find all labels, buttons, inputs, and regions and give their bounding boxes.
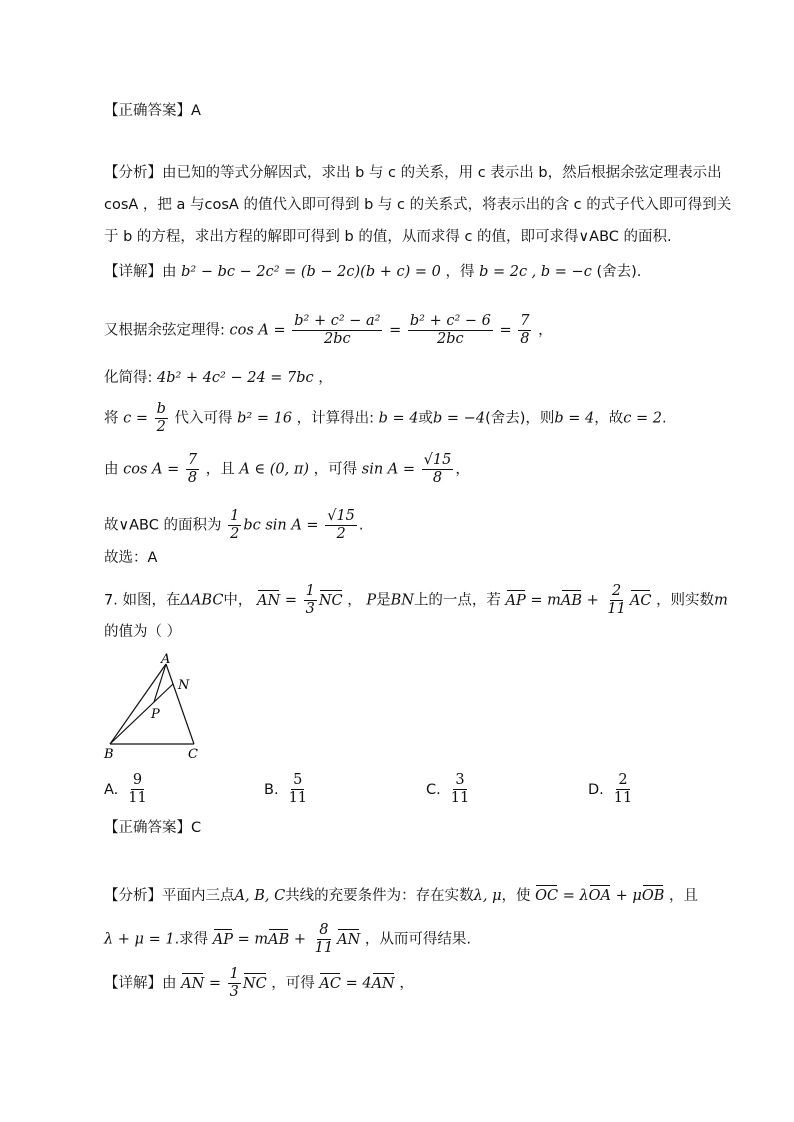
fraction: $\frac{3}{11}$ xyxy=(450,772,470,806)
vector: AC xyxy=(319,975,341,992)
math: A ∈ (0, π) xyxy=(239,461,310,478)
math: + xyxy=(586,592,599,609)
edge-ab xyxy=(110,664,166,744)
detail-1-line-4 xyxy=(104,401,667,436)
math: = xyxy=(284,592,297,609)
triangle-figure xyxy=(100,652,210,762)
math: b = 4 xyxy=(378,410,419,427)
text: 是 xyxy=(376,592,391,609)
detail-1-line-3 xyxy=(104,368,333,388)
detail-1-line-2: 又根据余弦定理得: cos A = $\frac{\text{b² + c² − a²}}{2bc}$ = $\frac{\text{b² + c² − 6}}{2bc}$ = $\frac{7}{8}$ ， xyxy=(104,313,553,347)
vector: AC xyxy=(629,592,652,609)
math: P xyxy=(366,592,377,609)
math: + μ xyxy=(615,888,642,904)
detail-1-line-5 xyxy=(104,452,470,487)
text: ， xyxy=(347,592,362,609)
text: 由 xyxy=(162,975,177,992)
choice-label: A. xyxy=(104,781,119,798)
text: ，且 xyxy=(205,461,235,478)
edge-ac xyxy=(166,664,194,744)
math: c = 2 xyxy=(623,410,662,427)
question-7-line-2: 的值为（ ） xyxy=(104,624,182,640)
analysis-label: 【分析】 xyxy=(104,888,162,904)
math: ΔABC xyxy=(180,592,224,609)
text: 由 xyxy=(104,461,119,478)
math: + xyxy=(293,931,307,948)
text: ，得 xyxy=(445,264,475,280)
fraction: $\frac{b}{2}$ xyxy=(156,401,166,435)
label-p: P xyxy=(151,707,160,722)
text: 又根据余弦定理得: xyxy=(104,322,225,339)
math: bc sin A = xyxy=(243,517,319,534)
correct-answer-2: 【正确答案】C xyxy=(104,820,202,836)
analysis-1-line-1 xyxy=(104,163,722,183)
text: 共线的充要条件为：存在实数 xyxy=(285,888,474,904)
fraction: $\frac{\text{b² + c² − a²}}{2bc}$ xyxy=(294,313,381,347)
cos-a: cos A = xyxy=(229,322,286,339)
text: ， xyxy=(538,322,553,339)
text: .求得 xyxy=(174,931,209,948)
text: ，从而可得结果. xyxy=(364,931,472,948)
text: 化简得: xyxy=(104,370,153,386)
choice-a[interactable] xyxy=(104,772,151,807)
label-a: A xyxy=(161,652,171,667)
text: 由 xyxy=(162,264,177,280)
vector: AN xyxy=(371,975,395,992)
analysis-2-line-2 xyxy=(104,922,471,957)
fraction: $\frac{7}{8}$ xyxy=(520,313,530,347)
fraction: $\frac{8}{11}$ xyxy=(314,922,334,956)
choice-label: B. xyxy=(264,781,279,798)
analysis-1-line-2: cosA ，把 a 与cosA 的值代入即可得到 b 与 c 的关系式，将表示出的含 c 的式子代入即可得到关 xyxy=(104,197,732,213)
text: 故∨ABC 的面积为 xyxy=(104,517,222,534)
detail-1-line-1 xyxy=(104,262,641,282)
math: b² = 16 xyxy=(237,410,293,427)
text: ，则实数 xyxy=(656,592,715,609)
text: ，故 xyxy=(594,410,624,427)
vector: AN xyxy=(257,592,281,609)
text: 中， xyxy=(223,592,253,609)
text: 7. 如图，在 xyxy=(104,592,181,609)
math: BN xyxy=(390,592,414,609)
math: = λ xyxy=(562,888,589,904)
choice-b[interactable] xyxy=(264,772,311,807)
analysis-2-line-1 xyxy=(104,886,698,906)
segment-bn xyxy=(110,684,173,744)
text: 将 xyxy=(104,410,119,427)
math: = m xyxy=(530,592,561,609)
choice-c[interactable] xyxy=(426,772,473,807)
detail-label: 【详解】 xyxy=(104,975,162,992)
text: . xyxy=(661,410,667,427)
fraction: $\frac{9}{11}$ xyxy=(128,772,147,806)
vector: AN xyxy=(181,975,205,992)
vector: AB xyxy=(560,592,583,609)
question-7-line-1 xyxy=(104,583,728,618)
result-equation: b = 2c , b = −c xyxy=(479,264,592,280)
math: = 4 xyxy=(345,975,372,992)
math: = m xyxy=(237,931,269,948)
correct-answer-1: 【正确答案】A xyxy=(104,103,201,119)
label-c: C xyxy=(188,747,198,762)
fraction: $\frac{\text{b² + c² − 6}}{2bc}$ xyxy=(409,313,491,347)
fraction: $\frac{1}{2}$ xyxy=(230,508,240,542)
math: c = xyxy=(123,410,148,427)
math: λ + μ = 1 xyxy=(104,931,175,948)
math: = xyxy=(208,975,222,992)
fraction: $\frac{2}{11}$ xyxy=(613,772,633,806)
vector: AN xyxy=(337,931,361,948)
detail-1-line-7: 故选：A xyxy=(104,550,158,566)
text: 上的一点，若 xyxy=(413,592,501,609)
analysis-1-line-3: 于 b 的方程，求出方程的解即可得到 b 的值，从而求得 c 的值，即可求得∨ABC 的面积. xyxy=(104,229,672,245)
fraction: $\frac{2}{11}$ xyxy=(607,583,626,617)
choice-label: D. xyxy=(588,781,604,798)
fraction: $\frac{1}{3}$ xyxy=(305,583,315,617)
text: 或 xyxy=(418,410,434,427)
text: ，计算得出: xyxy=(296,410,375,427)
vector: AP xyxy=(505,592,526,609)
choice-label: C. xyxy=(426,781,441,798)
text: (舍去). xyxy=(596,264,642,280)
fraction: $\frac{1}{3}$ xyxy=(229,966,239,1000)
choice-d[interactable] xyxy=(588,772,636,807)
math: b = −4 xyxy=(433,410,486,427)
vector: OA xyxy=(588,888,612,904)
fraction: $\frac{7}{8}$ xyxy=(187,452,198,486)
text: (舍去)，则 xyxy=(485,410,555,427)
detail-label: 【详解】 xyxy=(104,264,162,280)
text: ，且 xyxy=(668,888,698,904)
text: ，可得 xyxy=(313,461,358,478)
vector: AP xyxy=(212,931,234,948)
detail-2-line-1 xyxy=(104,966,414,1001)
analysis-text: 由已知的等式分解因式，求出 b 与 c 的关系，用 c 表示出 b，然后根据余弦定理表示出 xyxy=(162,165,722,181)
fraction: $\frac{√15}{8}$ xyxy=(423,452,452,486)
vector: NC xyxy=(242,975,267,992)
text: ， xyxy=(399,975,414,992)
vector: NC xyxy=(318,592,343,609)
analysis-label: 【分析】 xyxy=(104,165,162,181)
math: m xyxy=(714,592,728,609)
math: sin A = xyxy=(361,461,416,478)
text: ， xyxy=(455,461,470,478)
text: 平面内三点 xyxy=(162,888,235,904)
math: b = 4 xyxy=(554,410,595,427)
text: ，使 xyxy=(501,888,531,904)
vector: OC xyxy=(535,888,559,904)
text: 代入可得 xyxy=(174,410,233,427)
factorization-equation: b² − bc − 2c² = (b − 2c)(b + c) = 0 xyxy=(181,264,441,280)
simplified-equation: 4b² + 4c² − 24 = 7bc xyxy=(157,370,314,386)
math: A, B, C xyxy=(234,888,286,904)
vector: AB xyxy=(268,931,290,948)
vector: OB xyxy=(641,888,665,904)
fraction: $\frac{√15}{2}$ xyxy=(327,508,355,542)
text: ，可得 xyxy=(271,975,315,992)
text: ， xyxy=(318,370,333,386)
text: . xyxy=(358,517,364,534)
fraction: $\frac{5}{11}$ xyxy=(288,772,308,806)
math: cos A = xyxy=(123,461,180,478)
math: λ, μ xyxy=(473,888,502,904)
label-b: B xyxy=(104,747,114,762)
detail-1-line-6 xyxy=(104,508,364,543)
label-n: N xyxy=(178,678,190,693)
